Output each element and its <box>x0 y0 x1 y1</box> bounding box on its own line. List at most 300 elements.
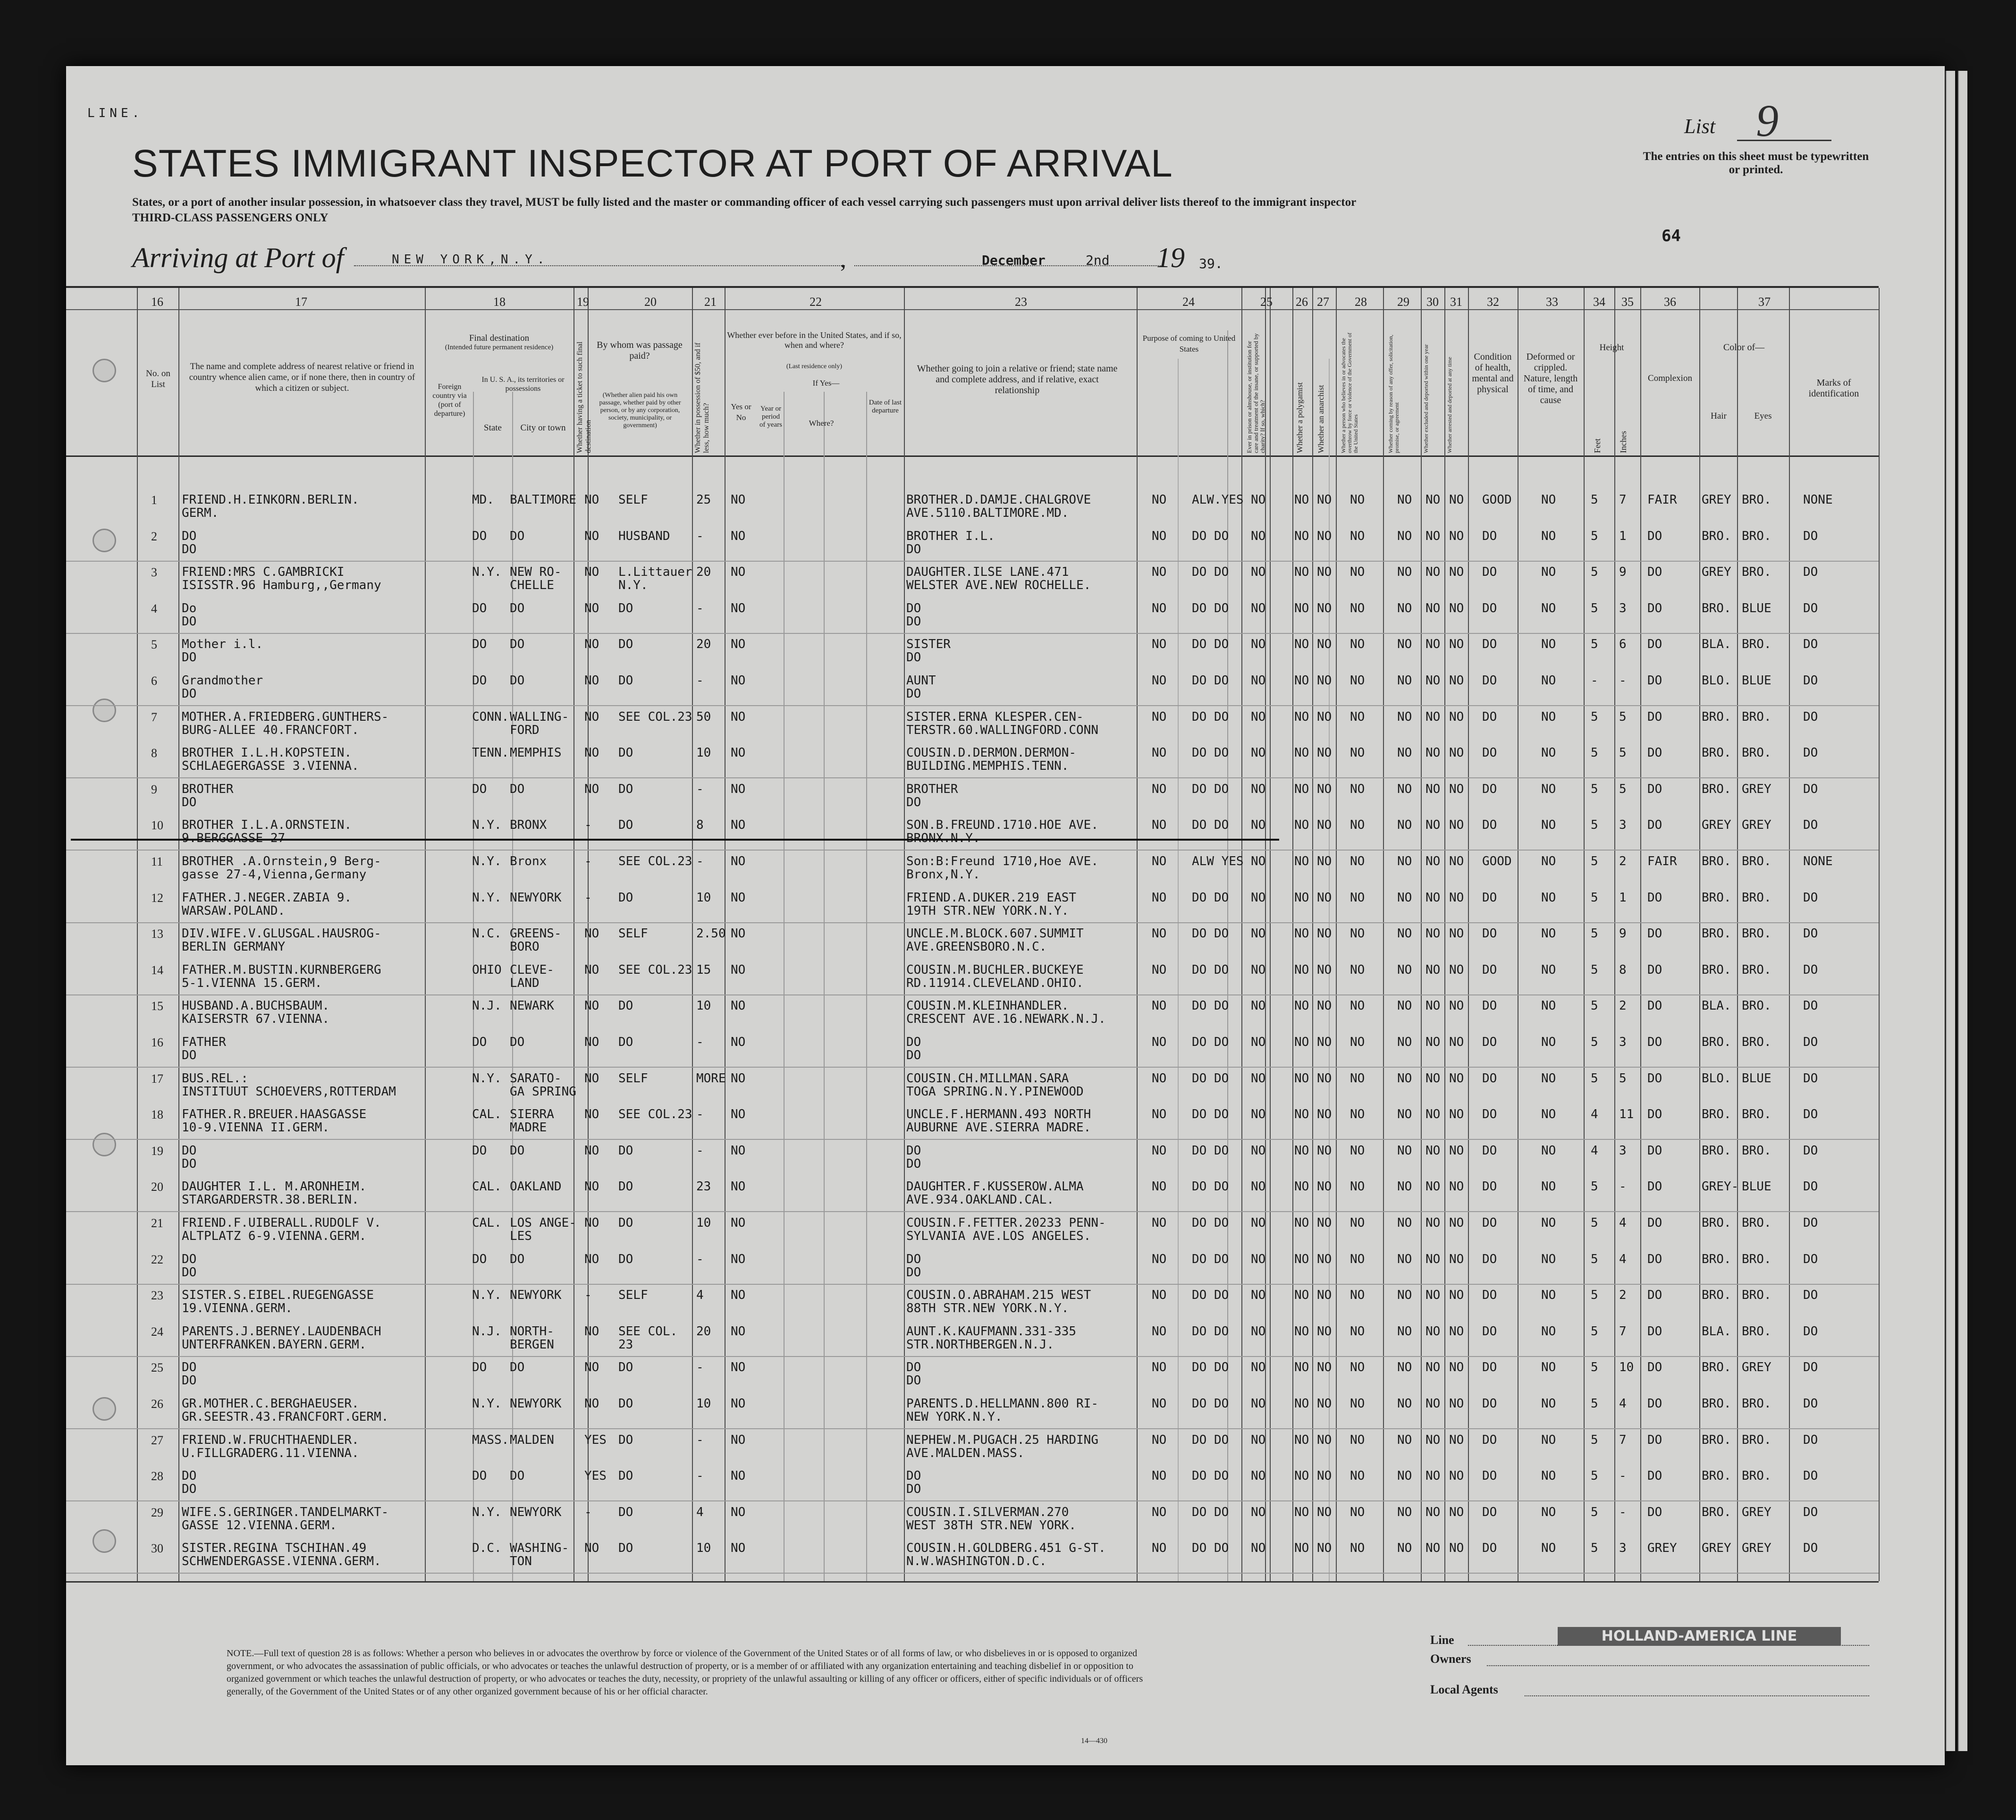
col-num: 28 <box>1355 295 1367 309</box>
cell-city: DO <box>510 674 525 688</box>
binder-hole <box>93 359 116 382</box>
cell-rel-line2: DO <box>182 650 197 665</box>
cell-before: NO <box>731 1541 746 1556</box>
cell-p: DO DO <box>1192 782 1229 796</box>
row-rule <box>66 1067 1879 1068</box>
cell-paid: DO <box>618 1216 633 1230</box>
row-rule <box>66 1356 1879 1357</box>
cell-paid: DO <box>618 1541 633 1556</box>
cell-q: NO <box>1350 1288 1365 1303</box>
cell-q: NO <box>1251 1288 1266 1303</box>
cell-city: DO <box>510 529 525 543</box>
cell-hair: BLO. <box>1702 674 1731 688</box>
row-number: 20 <box>151 1180 163 1194</box>
cell-join: DO <box>906 1360 921 1375</box>
cell-rel: BROTHER I.L.H.KOPSTEIN. <box>182 746 352 760</box>
cell-join-line2: TOGA SPRING.N.Y.PINEWOOD <box>906 1084 1084 1099</box>
cell-q: NO <box>1449 493 1464 507</box>
cell-city: WASHING- <box>510 1541 569 1556</box>
cell-deformed: NO <box>1541 529 1556 543</box>
cell-deformed: NO <box>1541 962 1556 977</box>
cell-q: NO <box>1426 1107 1441 1122</box>
cell-before: NO <box>731 1107 746 1122</box>
cell-feet: 5 <box>1591 1469 1598 1483</box>
cell-state: OHIO <box>472 962 502 977</box>
cell-state: N.J. <box>472 999 502 1013</box>
cell-city-line2: CHELLE <box>510 578 554 593</box>
cell-q: NO <box>1251 1324 1266 1339</box>
cell-join: COUSIN.D.DERMON.DERMON- <box>906 746 1077 760</box>
cell-rel: Grandmother <box>182 674 263 688</box>
cell-ticket: NO <box>584 999 599 1013</box>
cell-hair: BRO. <box>1702 529 1731 543</box>
cell-money: 50 <box>696 709 711 724</box>
cell-q: NO <box>1350 927 1365 941</box>
col-num: 25 <box>1260 295 1273 309</box>
cell-q: NO <box>1294 782 1309 796</box>
cell-q: NO <box>1350 709 1365 724</box>
cell-complexion: DO <box>1647 927 1662 941</box>
cell-q: NO <box>1251 1035 1266 1049</box>
port-name: NEW YORK,N.Y. <box>392 253 549 267</box>
cell-q: NO <box>1426 601 1441 615</box>
cell-state: TENN. <box>472 746 509 760</box>
cell-eyes: BRO. <box>1742 1469 1771 1483</box>
cell-q: NO <box>1317 1107 1332 1122</box>
cell-ticket: YES <box>584 1432 607 1447</box>
cell-complexion: DO <box>1647 1216 1662 1230</box>
cell-q: NO <box>1251 1469 1266 1483</box>
cell-q: NO <box>1294 709 1309 724</box>
cell-paid: DO <box>618 674 633 688</box>
col-num: 32 <box>1487 295 1499 309</box>
cell-ticket: NO <box>584 1180 599 1194</box>
cell-eyes: BRO. <box>1742 565 1771 580</box>
cell-hair: GREY <box>1702 818 1731 833</box>
cell-deformed: NO <box>1541 1505 1556 1519</box>
cell-before: NO <box>731 565 746 580</box>
cell-rel-line2: BURG-ALLEE 40.FRANCFORT. <box>182 723 359 737</box>
hdr-foreign-country: Foreign country via (port of departure) <box>432 383 467 418</box>
cell-paid: DO <box>618 1397 633 1411</box>
cell-p: NO <box>1152 601 1167 615</box>
cell-complexion: DO <box>1647 999 1662 1013</box>
cell-q: NO <box>1317 1469 1332 1483</box>
cell-before: NO <box>731 529 746 543</box>
cell-join-line2: WELSTER AVE.NEW ROCHELLE. <box>906 578 1091 593</box>
cell-q: NO <box>1294 1180 1309 1194</box>
cell-q: NO <box>1294 529 1309 543</box>
cell-q: NO <box>1317 493 1332 507</box>
binder-hole <box>93 1529 116 1553</box>
cell-health: DO <box>1482 1397 1497 1411</box>
cell-city-line2: LAND <box>510 976 540 990</box>
cell-q: NO <box>1294 1505 1309 1519</box>
col-num: 35 <box>1621 295 1634 309</box>
cell-inches: 5 <box>1619 709 1627 724</box>
cell-q: NO <box>1397 999 1412 1013</box>
cell-q: NO <box>1449 746 1464 760</box>
cell-health: GOOD <box>1482 493 1512 507</box>
row-number: 9 <box>151 782 157 796</box>
hdr-yes-no: Yes or No <box>731 402 751 422</box>
cell-eyes: BRO. <box>1742 493 1771 507</box>
cell-money: 10 <box>696 1541 711 1556</box>
cell-health: DO <box>1482 746 1497 760</box>
cell-rel-line2: 5-1.VIENNA 15.GERM. <box>182 976 322 990</box>
cell-before: NO <box>731 962 746 977</box>
cell-deformed: NO <box>1541 1288 1556 1303</box>
col-num: 29 <box>1397 295 1409 309</box>
cell-rel: BROTHER I.L.A.ORNSTEIN. <box>182 818 352 833</box>
hdr-relative: The name and complete address of nearest relative or friend in country whence alien came, or if none there, then in country of which a citizen or subject. <box>189 362 415 393</box>
cell-before: NO <box>731 1071 746 1086</box>
cell-feet: 5 <box>1591 493 1598 507</box>
cell-complexion: DO <box>1647 1360 1662 1375</box>
cell-inches: - <box>1619 674 1627 688</box>
cell-state: N.Y. <box>472 1505 502 1519</box>
cell-feet: 5 <box>1591 782 1598 796</box>
hdr-ticket: Whether having a ticket to such final destination <box>576 341 592 453</box>
class-line: THIRD-CLASS PASSENGERS ONLY <box>132 211 329 224</box>
cell-paid: DO <box>618 1035 633 1049</box>
cell-join: UNCLE.M.BLOCK.607.SUMMIT <box>906 927 1084 941</box>
cell-p: DO DO <box>1192 1216 1229 1230</box>
cell-deformed: NO <box>1541 1397 1556 1411</box>
cell-q: NO <box>1449 1071 1464 1086</box>
cell-q: NO <box>1251 674 1266 688</box>
cell-join: COUSIN.I.SILVERMAN.270 <box>906 1505 1069 1519</box>
cell-deformed: NO <box>1541 1035 1556 1049</box>
cell-complexion: DO <box>1647 1252 1662 1266</box>
cell-feet: 5 <box>1591 1071 1598 1086</box>
cell-inches: 4 <box>1619 1397 1627 1411</box>
cell-q: NO <box>1426 1541 1441 1556</box>
cell-health: DO <box>1482 1071 1497 1086</box>
cell-rel-line2: KAISERSTR 67.VIENNA. <box>182 1012 330 1027</box>
cell-join: BROTHER <box>906 782 958 796</box>
cell-q: NO <box>1317 1505 1332 1519</box>
cell-rel-line2: DO <box>182 1265 197 1280</box>
cell-money: - <box>696 1469 704 1483</box>
cell-eyes: BRO. <box>1742 1288 1771 1303</box>
cell-feet: 5 <box>1591 709 1598 724</box>
cell-city: BALTIMORE <box>510 493 576 507</box>
cell-feet: 5 <box>1591 1252 1598 1266</box>
cell-q: NO <box>1397 1541 1412 1556</box>
cell-p: NO <box>1152 1432 1167 1447</box>
cell-q: NO <box>1350 1505 1365 1519</box>
cell-hair: GREY <box>1702 493 1731 507</box>
cell-health: DO <box>1482 999 1497 1013</box>
cell-q: NO <box>1350 529 1365 543</box>
cell-complexion: GREY <box>1647 1541 1677 1556</box>
hdr-complexion: Complexion <box>1648 373 1692 383</box>
cell-paid: DO <box>618 1360 633 1375</box>
cell-p: NO <box>1152 1252 1167 1266</box>
cell-q: NO <box>1294 1469 1309 1483</box>
cell-p: DO DO <box>1192 1469 1229 1483</box>
cell-ticket: - <box>584 1288 592 1303</box>
cell-money: MORE <box>696 1071 726 1086</box>
cell-deformed: NO <box>1541 601 1556 615</box>
col-num: 37 <box>1758 295 1771 309</box>
cell-state: N.Y. <box>472 1071 502 1086</box>
cell-rel-line2: DO <box>182 1156 197 1171</box>
cell-paid: SEE COL.23 <box>618 854 692 868</box>
cell-marks: DO <box>1803 999 1818 1013</box>
cell-hair: BRO. <box>1702 1360 1731 1375</box>
cell-complexion: DO <box>1647 601 1662 615</box>
cell-q: NO <box>1317 1035 1332 1049</box>
cell-q: NO <box>1426 1180 1441 1194</box>
col-num: 21 <box>704 295 717 309</box>
cell-p: DO DO <box>1192 1107 1229 1122</box>
cell-complexion: DO <box>1647 1035 1662 1049</box>
cell-state: MD. <box>472 493 494 507</box>
col-num: 23 <box>1015 295 1027 309</box>
cell-join-line2: AVE.934.OAKLAND.CAL. <box>906 1193 1054 1207</box>
cell-money: 10 <box>696 746 711 760</box>
cell-money: 20 <box>696 1324 711 1339</box>
cell-q: NO <box>1397 1071 1412 1086</box>
cell-marks: DO <box>1803 1107 1818 1122</box>
col-num: 18 <box>493 295 506 309</box>
row-rule <box>66 1284 1879 1285</box>
cell-p: NO <box>1152 1360 1167 1375</box>
cell-hair: BLA. <box>1702 637 1731 652</box>
cell-ticket: - <box>584 1505 592 1519</box>
cell-before: NO <box>731 818 746 833</box>
cell-q: NO <box>1350 746 1365 760</box>
cell-before: NO <box>731 927 746 941</box>
cell-inches: 8 <box>1619 962 1627 977</box>
cell-join-line2: Bronx,N.Y. <box>906 868 980 882</box>
cell-paid: SELF <box>618 493 648 507</box>
cell-q: NO <box>1294 818 1309 833</box>
cell-p: DO DO <box>1192 1324 1229 1339</box>
cell-q: NO <box>1350 1071 1365 1086</box>
cell-paid: SEE COL.23 <box>618 962 692 977</box>
cell-hair: BRO. <box>1702 854 1731 868</box>
footer-note: NOTE.—Full text of question 28 is as follows: Whether a person who believes in or advocates the overthrow by force or violence of the Government of the United States or of all forms of law, or who disbelieves in or is opposed to organized government, or who advocates the assassination of public officials, or who advocates or teaches the unlawful destruction of property, or is a member of or affiliated with any organization entertaining and teaching disbelief in or opposition to organized government or which teaches the unlawful destruction of property, or who advocates or teaches the duty, necessity, or propriety of the unlawful assaulting or killing of any officer or officers, either of specific individuals or of officers generally, of the Government of the United States or of any other organized government because of his or her official character. <box>227 1648 1143 1697</box>
cell-city: OAKLAND <box>510 1180 562 1194</box>
cell-join: NEPHEW.M.PUGACH.25 HARDING <box>906 1432 1098 1447</box>
cell-eyes: BRO. <box>1742 854 1771 868</box>
cell-feet: 5 <box>1591 890 1598 905</box>
cell-q: NO <box>1397 1216 1412 1230</box>
cell-q: NO <box>1251 999 1266 1013</box>
line-stamp: HOLLAND-AMERICA LINE <box>1558 1627 1841 1646</box>
hdr-color-of: Color of— <box>1723 342 1765 353</box>
cell-p: NO <box>1152 674 1167 688</box>
binder-hole <box>93 1397 116 1421</box>
cell-ticket: NO <box>584 1541 599 1556</box>
cell-q: NO <box>1397 601 1412 615</box>
hdr-if-yes: If Yes— <box>812 379 840 388</box>
cell-hair: BRO. <box>1702 890 1731 905</box>
cell-q: NO <box>1317 1288 1332 1303</box>
cell-q: NO <box>1294 1107 1309 1122</box>
cell-q: NO <box>1251 962 1266 977</box>
cell-q: NO <box>1397 674 1412 688</box>
cell-q: NO <box>1294 1541 1309 1556</box>
cell-eyes: GREY <box>1742 818 1771 833</box>
cell-hair: GREY <box>1702 1541 1731 1556</box>
cell-join-line2: DO <box>906 687 921 701</box>
cell-inches: 5 <box>1619 782 1627 796</box>
cell-health: DO <box>1482 927 1497 941</box>
cell-rel-line2: GERM. <box>182 506 219 520</box>
cell-money: - <box>696 1107 704 1122</box>
cell-q: NO <box>1449 782 1464 796</box>
cell-state: DO <box>472 674 487 688</box>
cell-rel: FRIEND:MRS C.GAMBRICKI <box>182 565 345 580</box>
cell-before: NO <box>731 746 746 760</box>
cell-health: DO <box>1482 1252 1497 1266</box>
cell-hair: BRO. <box>1702 746 1731 760</box>
hdr-q31: Whether arrested and deported at any time <box>1446 357 1453 453</box>
cell-health: GOOD <box>1482 854 1512 868</box>
cell-hair: BRO. <box>1702 1252 1731 1266</box>
cell-marks: DO <box>1803 1324 1818 1339</box>
cell-money: 10 <box>696 1397 711 1411</box>
cell-rel: BROTHER <box>182 782 234 796</box>
cell-rel: FRIEND.F.UIBERALL.RUDOLF V. <box>182 1216 381 1230</box>
instructions: States, or a port of another insular possession, in whatsoever class they travel, MUST be fully listed and the master or commanding officer of each vessel carrying such passengers must upon arrival deliver lists thereof to the immigrant inspector <box>132 196 1357 209</box>
cell-eyes: GREY <box>1742 1360 1771 1375</box>
hdr-city: City or town <box>520 423 566 433</box>
cell-q: NO <box>1350 565 1365 580</box>
cell-p: DO DO <box>1192 1252 1229 1266</box>
cell-hair: BLO. <box>1702 1071 1731 1086</box>
cell-join-line2: TERSTR.60.WALLINGFORD.CONN <box>906 723 1098 737</box>
cell-join-line2: AVE.MALDEN.MASS. <box>906 1446 1025 1460</box>
cell-p: NO <box>1152 1469 1167 1483</box>
cell-q: NO <box>1426 1252 1441 1266</box>
cell-deformed: NO <box>1541 782 1556 796</box>
cell-deformed: NO <box>1541 927 1556 941</box>
cell-join-line2: RD.11914.CLEVELAND.OHIO. <box>906 976 1084 990</box>
cell-complexion: DO <box>1647 1505 1662 1519</box>
cell-city: WALLING- <box>510 709 569 724</box>
cell-deformed: NO <box>1541 1252 1556 1266</box>
cell-paid: SELF <box>618 927 648 941</box>
cell-marks: DO <box>1803 746 1818 760</box>
cell-p: DO DO <box>1192 1505 1229 1519</box>
cell-p: NO <box>1152 1035 1167 1049</box>
cell-inches: 3 <box>1619 1541 1627 1556</box>
cell-q: NO <box>1397 1324 1412 1339</box>
cell-complexion: DO <box>1647 1143 1662 1158</box>
cell-marks: DO <box>1803 1288 1818 1303</box>
cell-rel-line2: U.FILLGRADERG.11.VIENNA. <box>182 1446 359 1460</box>
cell-deformed: NO <box>1541 1071 1556 1086</box>
cell-marks: DO <box>1803 529 1818 543</box>
cell-hair: BRO. <box>1702 962 1731 977</box>
cell-rel: Do <box>182 601 197 615</box>
cell-before: NO <box>731 1324 746 1339</box>
cell-health: DO <box>1482 637 1497 652</box>
cell-paid: DO <box>618 999 633 1013</box>
cell-join-line2: DO <box>906 650 921 665</box>
col-num: 30 <box>1426 295 1439 309</box>
cell-ticket: NO <box>584 1035 599 1049</box>
cell-paid: DO <box>618 1505 633 1519</box>
cell-join-line2: CRESCENT AVE.16.NEWARK.N.J. <box>906 1012 1106 1027</box>
cell-ticket: NO <box>584 782 599 796</box>
cell-q: NO <box>1294 637 1309 652</box>
cell-q: NO <box>1426 529 1441 543</box>
cell-state: N.Y. <box>472 1288 502 1303</box>
cell-deformed: NO <box>1541 890 1556 905</box>
cell-rel: DO <box>182 1143 197 1158</box>
row-rule <box>66 1428 1879 1429</box>
cell-q: NO <box>1397 782 1412 796</box>
cell-q: NO <box>1397 1143 1412 1158</box>
row-number: 22 <box>151 1252 163 1266</box>
cell-before: NO <box>731 1143 746 1158</box>
cell-feet: 5 <box>1591 746 1598 760</box>
cell-health: DO <box>1482 709 1497 724</box>
cell-q: NO <box>1294 1035 1309 1049</box>
cell-ticket: NO <box>584 637 599 652</box>
cell-health: DO <box>1482 674 1497 688</box>
cell-deformed: NO <box>1541 999 1556 1013</box>
hdr-q27: Whether an anarchist <box>1316 385 1325 453</box>
cell-q: NO <box>1317 854 1332 868</box>
cell-city: NEWYORK <box>510 1397 562 1411</box>
cell-money: 8 <box>696 818 704 833</box>
cell-q: NO <box>1350 1324 1365 1339</box>
cell-inches: 1 <box>1619 890 1627 905</box>
cell-join: DO <box>906 1035 921 1049</box>
cell-q: NO <box>1294 962 1309 977</box>
row-rule <box>66 633 1879 634</box>
cell-q: NO <box>1251 1541 1266 1556</box>
cell-feet: - <box>1591 674 1598 688</box>
cell-city-line2: MADRE <box>510 1121 547 1135</box>
cell-city-line2: GA SPRING <box>510 1084 576 1099</box>
cell-q: NO <box>1449 1505 1464 1519</box>
cell-q: NO <box>1251 601 1266 615</box>
col-num: 20 <box>644 295 657 309</box>
hdr-year-period: Year or period of years <box>759 405 782 429</box>
cell-q: NO <box>1397 927 1412 941</box>
cell-inches: 2 <box>1619 1288 1627 1303</box>
cell-marks: DO <box>1803 782 1818 796</box>
cell-q: NO <box>1317 962 1332 977</box>
form-number: 14—430 <box>1081 1737 1107 1745</box>
cell-join: SISTER.ERNA KLESPER.CEN- <box>906 709 1084 724</box>
cell-eyes: BRO. <box>1742 1252 1771 1266</box>
cell-q: NO <box>1317 1324 1332 1339</box>
cell-paid: SEE COL. <box>618 1324 678 1339</box>
cell-health: DO <box>1482 782 1497 796</box>
cell-join-line2: DO <box>906 1048 921 1062</box>
cell-marks: DO <box>1803 1143 1818 1158</box>
hdr-hair: Hair <box>1711 411 1727 421</box>
cell-money: - <box>696 1143 704 1158</box>
hdr-state: State <box>484 423 502 433</box>
cell-inches: 3 <box>1619 1143 1627 1158</box>
cell-money: - <box>696 674 704 688</box>
cell-inches: 3 <box>1619 601 1627 615</box>
cell-q: NO <box>1294 674 1309 688</box>
hdr-eyes: Eyes <box>1754 411 1772 421</box>
cell-complexion: DO <box>1647 782 1662 796</box>
cell-ticket: NO <box>584 529 599 543</box>
